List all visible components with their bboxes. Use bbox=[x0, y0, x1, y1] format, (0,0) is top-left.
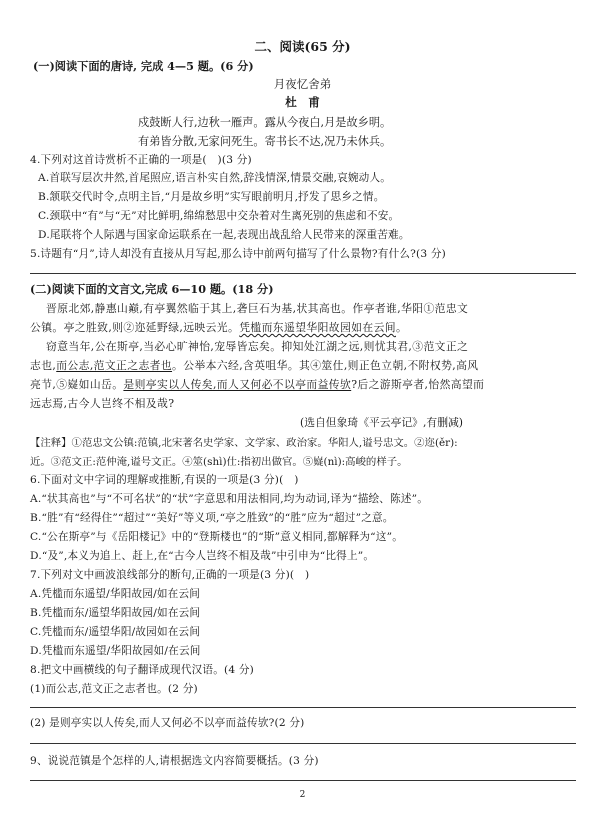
answer-line-q5 bbox=[30, 273, 576, 274]
wavy-underlined-sentence: 凭槛而东遥望华阳故园如在云间 bbox=[239, 321, 396, 334]
passage-source: (选自但象琦《平云亭记》,有删减) bbox=[300, 416, 464, 429]
passage-line bbox=[30, 358, 479, 373]
poem-title: 月夜忆舍弟 bbox=[273, 77, 332, 91]
question-7-option-d: D.凭槛而东遥望/华阳故园如/在云间 bbox=[30, 645, 201, 657]
part2-heading: (二)阅读下面的文言文,完成 6—10 题。(18 分) bbox=[30, 282, 274, 296]
passage-text: 。公举本六经,含英咀华。其④筮仕,则正色立朝,不附权势,高风 bbox=[172, 359, 479, 372]
poem-author: 杜 甫 bbox=[285, 95, 320, 109]
page-number: 2 bbox=[299, 790, 306, 800]
question-4-option-b: B.颔联交代时令,点明主旨,“月是故乡明”实写眼前明月,抒发了思乡之情。 bbox=[38, 191, 385, 203]
passage-line: 晋原北郊,静惠山巅,有亭翼然临于其上,砻巨石为基,状其高也。作亭者谁,华阳①范忠文 bbox=[46, 302, 469, 315]
poem-line-1: 戍鼓断人行,边秋一雁声。露从今夜白,月是故乡明。 bbox=[138, 116, 392, 129]
question-6: 6.下面对文中字词的理解或推断,有误的一项是(3 分)( ) bbox=[30, 474, 299, 486]
passage-text: 志也, bbox=[30, 359, 57, 372]
question-8-part-2: (2) 是则亭实以人传矣,而人又何必不以亭而益传欤?(2 分) bbox=[30, 717, 305, 729]
poem-line-2: 有弟皆分散,无家问死生。寄书长不达,况乃未休兵。 bbox=[138, 135, 392, 148]
question-8-part-1: (1)而公志,范文正之志者也。(2 分) bbox=[30, 683, 198, 695]
answer-line-q8-2 bbox=[30, 743, 576, 744]
passage-line: 窃意当年,公在斯亭,当必心旷神怡,宠辱皆忘矣。抑知处江湖之远,则忧其君,③范文正之 bbox=[46, 340, 469, 353]
question-7-option-c: C.凭槛而东/遥望华阳/故园如在云间 bbox=[30, 626, 201, 638]
answer-line-q8-1 bbox=[30, 707, 576, 708]
question-6-option-b: B.“胜”有“经得住”“超过”“美好”等义项,“亭之胜致”的“胜”应为“超过”之意。 bbox=[30, 512, 394, 524]
passage-line: 远志焉,古今人岂终不相及哉? bbox=[30, 397, 175, 410]
question-6-option-a: A.“状其高也”与“不可名状”的“状”字意思和用法相同,均为动词,译为“描绘、陈述”。 bbox=[30, 493, 429, 505]
question-4-option-d: D.尾联将个人际遇与国家命运联系在一起,表现出战乱给人民带来的深重苦难。 bbox=[38, 229, 410, 241]
passage-text: ?后之游斯亭者,怡然高望而 bbox=[351, 378, 485, 391]
section-title: 二、阅读(65 分) bbox=[254, 39, 351, 54]
question-4-option-a: A.首联写层次井然,首尾照应,语言朴实自然,辞浅情深,情景交融,哀婉动人。 bbox=[38, 172, 392, 184]
answer-line-q9 bbox=[30, 780, 576, 781]
question-5: 5.诗题有“月”,诗人却没有直接从月写起,那么诗中前两句描写了什么景物?有什么?(3 分) bbox=[30, 248, 446, 260]
passage-line bbox=[30, 377, 484, 392]
underlined-sentence-1: 而公志,范文正之志者也 bbox=[56, 359, 173, 372]
passage-text: 公镇。亭之胜致,则②迩延野绿,远映云光。 bbox=[30, 321, 240, 334]
question-4-option-c: C.颈联中“有”与“无”对比鲜明,绵绵愁思中交杂着对生离死别的焦虑和不安。 bbox=[38, 210, 400, 222]
question-7: 7.下列对文中画波浪线部分的断句,正确的一项是(3 分)( ) bbox=[30, 569, 310, 581]
annotation-line: 【注释】①范忠文公镇:范镇,北宋著名史学家、文学家、政治家。华阳人,谥号忠文。②迩(ěr): bbox=[30, 437, 458, 449]
question-9: 9、说说范镇是个怎样的人,请根据选文内容简要概括。(3 分) bbox=[30, 755, 319, 767]
passage-text: 亮节,⑤嶷如山岳。 bbox=[30, 378, 124, 391]
passage-line bbox=[30, 320, 407, 335]
underlined-sentence-2: 是则亭实以人传矣,而人又何必不以亭而益传欤 bbox=[123, 378, 352, 391]
part1-heading: (一)阅读下面的唐诗, 完成 4—5 题。(6 分) bbox=[33, 59, 254, 73]
question-6-option-c: C.“公在斯亭”与《岳阳楼记》中的“登斯楼也”的“斯”意义相同,都解释为“这”。 bbox=[30, 531, 404, 543]
question-8: 8.把文中画横线的句子翻译成现代汉语。(4 分) bbox=[30, 664, 254, 676]
question-4: 4.下列对这首诗赏析不正确的一项是( )(3 分) bbox=[30, 154, 252, 166]
question-6-option-d: D.“及”,本义为追上、赶上,在“古今人岂终不相及哉”中引申为“比得上”。 bbox=[30, 550, 375, 562]
passage-text: 。 bbox=[395, 321, 408, 334]
question-7-option-b: B.凭槛而东/遥望华阳故园/如在云间 bbox=[30, 607, 201, 619]
question-7-option-a: A.凭槛而东遥望/华阳故园/如在云间 bbox=[30, 588, 201, 600]
annotation-line: 近。③范文正:范仲淹,谥号文正。④筮(shì)仕:指初出做官。⑤嶷(nì):高峻的样子。 bbox=[30, 456, 408, 468]
